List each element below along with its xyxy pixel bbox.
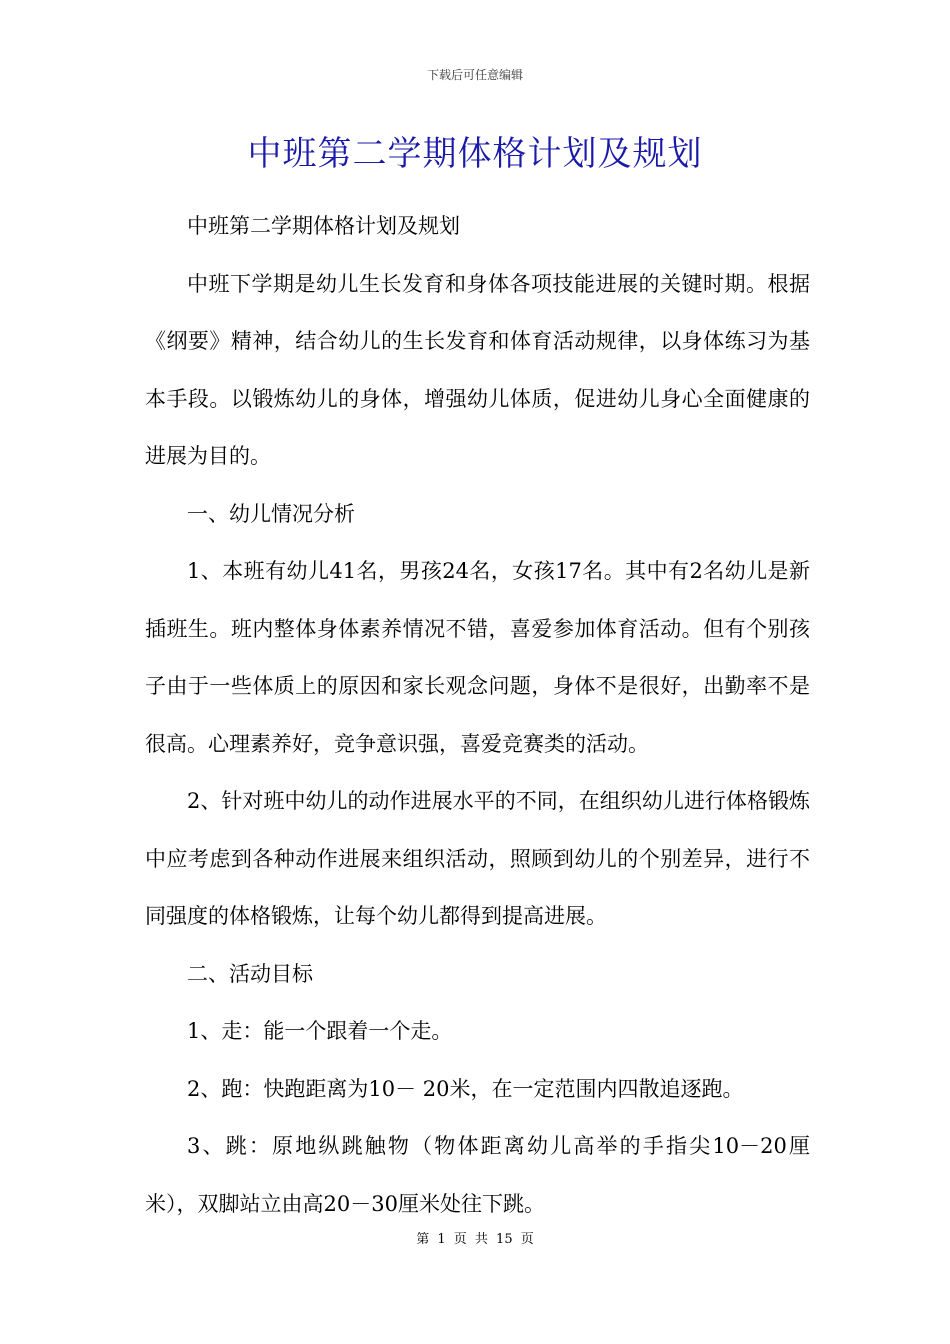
page-footer: 第 1 页 共 15 页 — [416, 1232, 534, 1247]
document-title: 中班第二学期体格计划及规划 — [247, 134, 703, 174]
section-heading-analysis: 一、幼儿情况分析 — [187, 501, 355, 526]
paragraph-goal-jump: 3、跳：原地纵跳触物（物体距离幼儿高举的手指尖10－20厘米），双脚站立由高20－30厘米处往下跳。 — [145, 1134, 810, 1216]
paragraph-goal-run: 2、跑：快跑距离为10－ 20米，在一定范围内四散追逐跑。 — [187, 1076, 744, 1101]
section-heading-goals: 二、活动目标 — [187, 961, 313, 986]
paragraph-goal-walk: 1、走：能一个跟着一个走。 — [187, 1019, 453, 1043]
paragraph-subtitle: 中班第二学期体格计划及规划 — [187, 214, 460, 238]
document-body — [145, 198, 810, 1233]
paragraph-analysis-1: 1、本班有幼儿41名，男孩24名，女孩17名。其中有2名幼儿是新插班生。班内整体身体素养情况不错，喜爱参加体育活动。但有个别孩子由于一些体质上的原因和家长观念问题，身体不是很好，出勤率不是很高。心理素养好，竞争意识强，喜爱竞赛类的活动。 — [145, 559, 810, 756]
header-note: 下载后可任意编辑 — [426, 68, 523, 82]
paragraph-analysis-2: 2、针对班中幼儿的动作进展水平的不同，在组织幼儿进行体格锻炼中应考虑到各种动作进展来组织活动，照顾到幼儿的个别差异，进行不同强度的体格锻炼，让每个幼儿都得到提高进展。 — [145, 789, 810, 928]
paragraph-intro: 中班下学期是幼儿生长发育和身体各项技能进展的关键时期。根据《纲要》精神，结合幼儿的生长发育和体育活动规律，以身体练习为基本手段。以锻炼幼儿的身体，增强幼儿体质，促进幼儿身心全面健康的进展为目的。 — [145, 271, 810, 468]
